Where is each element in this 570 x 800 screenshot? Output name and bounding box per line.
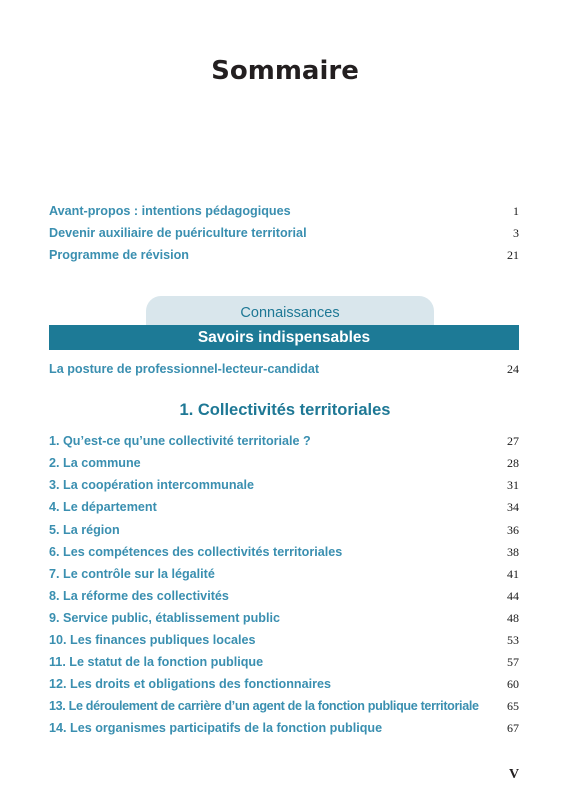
toc-entry-label: Programme de révision [49, 248, 189, 262]
toc-entry-label: 8. La réforme des collectivités [49, 589, 229, 603]
toc-entry-label: 10. Les finances publiques locales [49, 633, 256, 647]
toc-entry-label: 5. La région [49, 523, 120, 537]
toc-entry-page: 53 [507, 633, 519, 647]
toc-row[interactable] [49, 631, 519, 649]
toc-row[interactable] [49, 224, 519, 242]
page-folio: V [509, 767, 520, 782]
toc-row[interactable] [49, 653, 519, 671]
toc-entry-page: 44 [507, 589, 519, 603]
knowledge-tab: Connaissances [146, 296, 434, 326]
toc-entry-page: 34 [507, 500, 519, 514]
toc-row[interactable] [49, 697, 519, 715]
chapter-title: 1. Collectivités territoriales [179, 401, 391, 419]
toc-entry-page: 36 [507, 523, 519, 537]
toc-row[interactable] [49, 498, 519, 516]
toc-entry-label: 1. Qu’est-ce qu’une collectivité territoriale ? [49, 434, 311, 448]
toc-entry-page: 21 [507, 248, 519, 262]
toc-entry-label: 4. Le département [49, 500, 157, 514]
toc-entry-page: 67 [507, 721, 519, 735]
toc-row[interactable] [49, 543, 519, 561]
toc-entry-label: 13. Le déroulement de carrière d’un agent de la fonction publique territoriale [49, 699, 479, 713]
toc-entry-page: 65 [507, 699, 519, 713]
toc-entry-page: 1 [513, 204, 519, 218]
toc-entry-page: 3 [513, 226, 519, 240]
toc-row[interactable] [49, 565, 519, 583]
toc-entry-page: 24 [507, 362, 519, 376]
toc-row[interactable] [49, 202, 519, 220]
toc-row[interactable] [49, 476, 519, 494]
toc-row[interactable] [49, 360, 519, 378]
toc-entry-label: 3. La coopération intercommunale [49, 478, 255, 492]
toc-entry-page: 48 [507, 611, 519, 625]
toc-row[interactable] [49, 675, 519, 693]
toc-row[interactable] [49, 587, 519, 605]
toc-row[interactable] [49, 609, 519, 627]
toc-entry-page: 31 [507, 478, 519, 492]
toc-entry-label: 9. Service public, établissement public [49, 611, 280, 625]
toc-entry-label: 7. Le contrôle sur la légalité [49, 567, 215, 581]
section-band: Savoirs indispensables [49, 325, 519, 350]
toc-entry-page: 41 [507, 567, 519, 581]
toc-row[interactable] [49, 454, 519, 472]
toc-entry-label: La posture de professionnel-lecteur-candidat [49, 362, 320, 376]
toc-entry-label: Avant-propos : intentions pédagogiques [49, 204, 291, 218]
toc-entry-label: 6. Les compétences des collectivités territoriales [49, 545, 343, 559]
toc-entry-page: 38 [507, 545, 519, 559]
toc-entry-page: 28 [507, 456, 519, 470]
toc-entry-label: Devenir auxiliaire de puériculture territorial [49, 226, 307, 240]
toc-entry-label: 2. La commune [49, 456, 141, 470]
page-title: Sommaire [211, 56, 359, 86]
toc-row[interactable] [49, 521, 519, 539]
toc-row[interactable] [49, 432, 519, 450]
toc-entry-page: 57 [507, 655, 519, 669]
toc-entry-label: 14. Les organismes participatifs de la fonction publique [49, 721, 383, 735]
toc-row[interactable] [49, 246, 519, 264]
toc-entry-page: 60 [507, 677, 519, 691]
toc-entry-label: 11. Le statut de la fonction publique [49, 655, 264, 669]
toc-row[interactable] [49, 719, 519, 737]
toc-entry-page: 27 [507, 434, 519, 448]
toc-entry-label: 12. Les droits et obligations des fonctionnaires [49, 677, 332, 691]
